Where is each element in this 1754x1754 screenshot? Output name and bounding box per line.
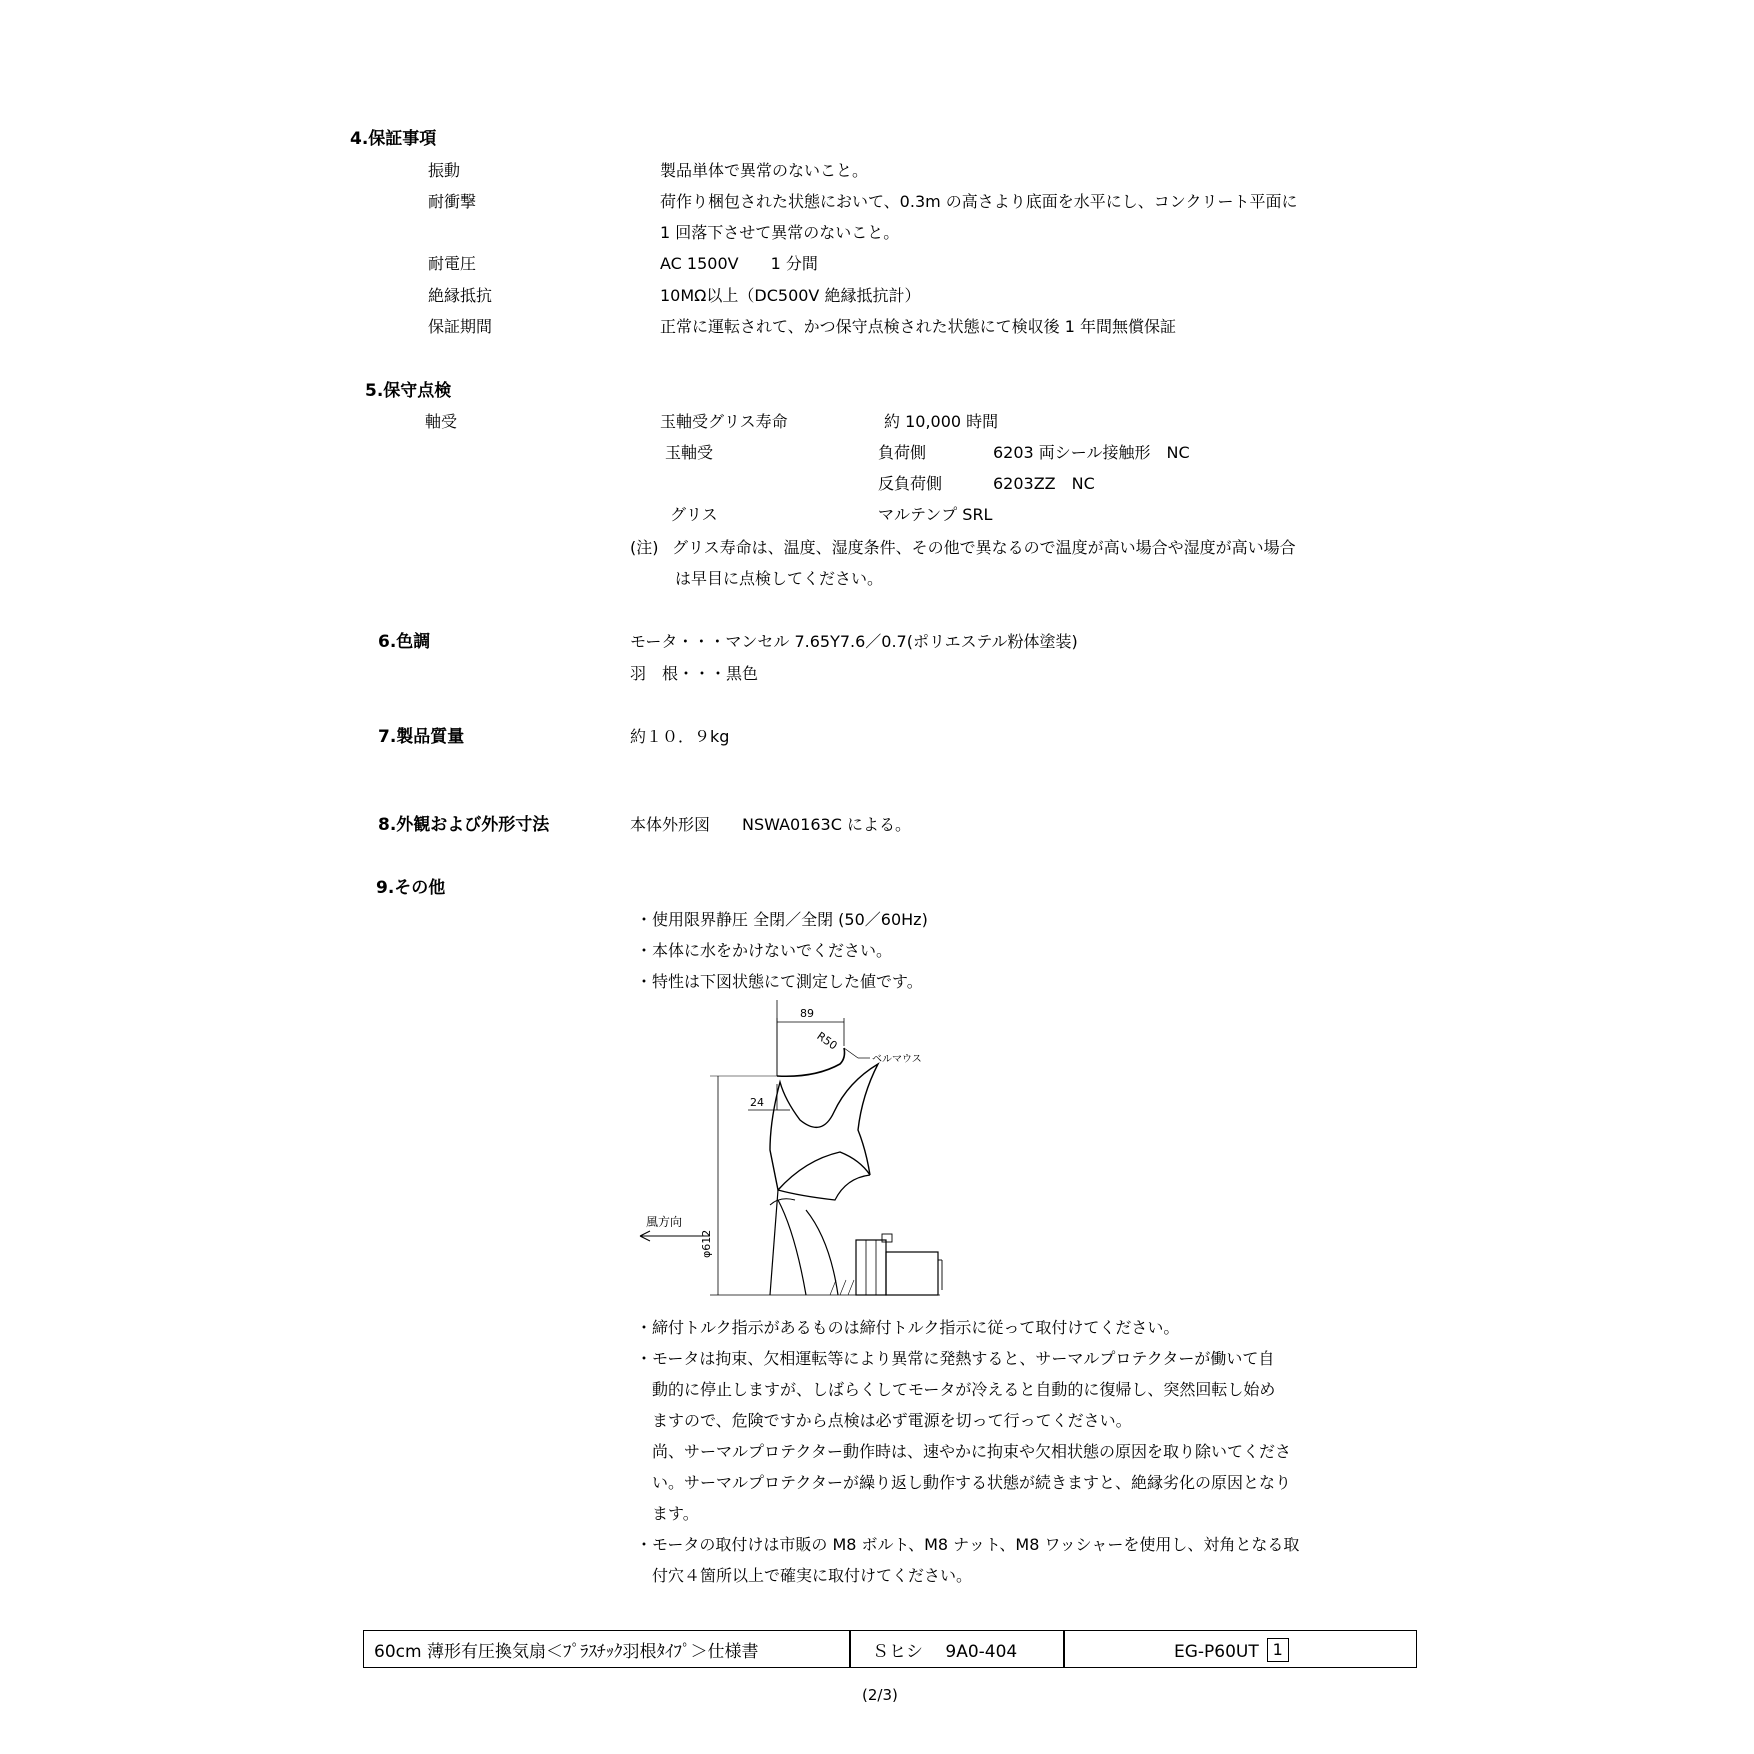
anti-load-side-value: 6203ZZ NC (993, 474, 1095, 493)
section-4-title: 4.保証事項 (350, 129, 437, 149)
product-mass-value: 約１０．９kg (630, 727, 730, 746)
diagram-bellmouth-label: ベルマウス (872, 1054, 922, 1065)
diagram-diameter: φ612 (700, 1229, 713, 1258)
measurement-diagram (630, 1000, 960, 1300)
grease-life-label: 玉軸受グリス寿命 (660, 412, 788, 431)
grease-value: マルテンプ SRL (878, 505, 993, 524)
page-number: (2/3) (862, 1686, 898, 1704)
section-7-title: 7.製品質量 (378, 727, 465, 747)
color-blade: 羽 根・・・黒色 (630, 664, 759, 683)
diagram-dim-side: 24 (750, 1096, 764, 1109)
other-bullet-protector-line4: 尚、サーマルプロテクター動作時は、速やかに拘束や欠相状態の原因を取り除いてくださ (636, 1442, 1292, 1461)
footer-model-number: EG-P60UT (1174, 1642, 1259, 1662)
other-bullet-characteristics: ・特性は下図状態にて測定した値です。 (636, 972, 923, 991)
other-bullet-protector-line2: 動的に停止しますが、しばらくしてモータが冷えると自動的に復帰し、突然回転し始め (636, 1380, 1276, 1399)
note-line-1: グリス寿命は、温度、湿度条件、その他で異なるので温度が高い場合や湿度が高い場合 (672, 538, 1296, 557)
note-prefix: (注) (630, 538, 659, 557)
other-bullet-water: ・本体に水をかけないでください。 (636, 941, 893, 960)
color-motor: モータ・・・マンセル 7.65Y7.6／0.7(ポリエステル粉体塗装) (630, 632, 1078, 651)
warranty-value-voltage: AC 1500V 1 分間 (660, 254, 818, 273)
other-bullet-mounting-line2: 付穴４箇所以上で確実に取付けてください。 (636, 1566, 973, 1585)
load-side-label: 負荷側 (878, 443, 927, 462)
footer-divider-1 (849, 1631, 851, 1667)
maintenance-label-bearing: 軸受 (425, 412, 458, 431)
anti-load-side-label: 反負荷側 (878, 474, 943, 493)
other-bullet-protector-line1: ・モータは拘束、欠相運転等により異常に発熱すると、サーマルプロテクターが働いて自 (636, 1349, 1275, 1368)
warranty-value-shock-line2: 1 回落下させて異常のないこと。 (660, 223, 900, 242)
footer-document-title: 60cm 薄形有圧換気扇＜ﾌﾟﾗｽﾁｯｸ羽根ﾀｲﾌﾟ＞仕様書 (374, 1642, 759, 1662)
section-9-title: 9.その他 (376, 878, 446, 898)
warranty-value-insulation: 10MΩ以上（DC500V 絶縁抵抗計） (660, 286, 921, 305)
diagram-dim-top: 89 (800, 1007, 814, 1020)
warranty-value-shock-line1: 荷作り梱包された状態において、0.3m の高さより底面を水平にし、コンクリート平面に (660, 192, 1298, 211)
warranty-label-insulation: 絶縁抵抗 (428, 286, 493, 305)
warranty-value-vibration: 製品単体で異常のないこと。 (660, 161, 869, 180)
warranty-label-period: 保証期間 (428, 317, 493, 336)
diagram-direction-label: 風方向 (646, 1215, 683, 1229)
other-bullet-torque: ・締付トルク指示があるものは締付トルク指示に従って取付けてください。 (636, 1318, 1180, 1337)
other-bullet-pressure: ・使用限界静圧 全閉／全閉 (50／60Hz) (636, 910, 928, 929)
section-8-title: 8.外観および外形寸法 (378, 815, 550, 835)
footer-divider-2 (1063, 1631, 1065, 1667)
other-bullet-protector-line3: ますので、危険ですから点検は必ず電源を切って行ってください。 (636, 1411, 1132, 1430)
warranty-label-vibration: 振動 (428, 161, 461, 180)
note-line-2: は早目に点検してください。 (675, 569, 884, 588)
warranty-label-shock: 耐衝撃 (428, 192, 477, 211)
section-6-title: 6.色調 (378, 632, 431, 652)
grease-label: グリス (670, 505, 718, 524)
section-5-title: 5.保守点検 (365, 381, 452, 401)
other-bullet-mounting-line1: ・モータの取付けは市販の M8 ボルト、M8 ナット、M8 ワッシャーを使用し、対角となる取 (636, 1535, 1300, 1554)
diagram-radius: R50 (814, 1029, 840, 1053)
other-bullet-protector-line6: ます。 (636, 1504, 699, 1523)
warranty-value-period: 正常に運転されて、かつ保守点検された状態にて検収後 1 年間無償保証 (660, 317, 1177, 336)
warranty-label-voltage: 耐電圧 (428, 254, 477, 273)
footer-document-code: Ｓヒシ 9A0-404 (872, 1642, 1018, 1662)
grease-life-value: 約 10,000 時間 (884, 412, 999, 431)
outline-drawing-value: 本体外形図 NSWA0163C による。 (630, 815, 911, 834)
other-bullet-protector-line5: い。サーマルプロテクターが繰り返し動作する状態が続きますと、絶縁劣化の原因となり (636, 1473, 1292, 1492)
ball-bearing-label: 玉軸受 (665, 443, 714, 462)
load-side-value: 6203 両シール接触形 NC (993, 443, 1190, 462)
footer-revision-box: 1 (1267, 1638, 1289, 1662)
footer-title-block (363, 1630, 1417, 1668)
